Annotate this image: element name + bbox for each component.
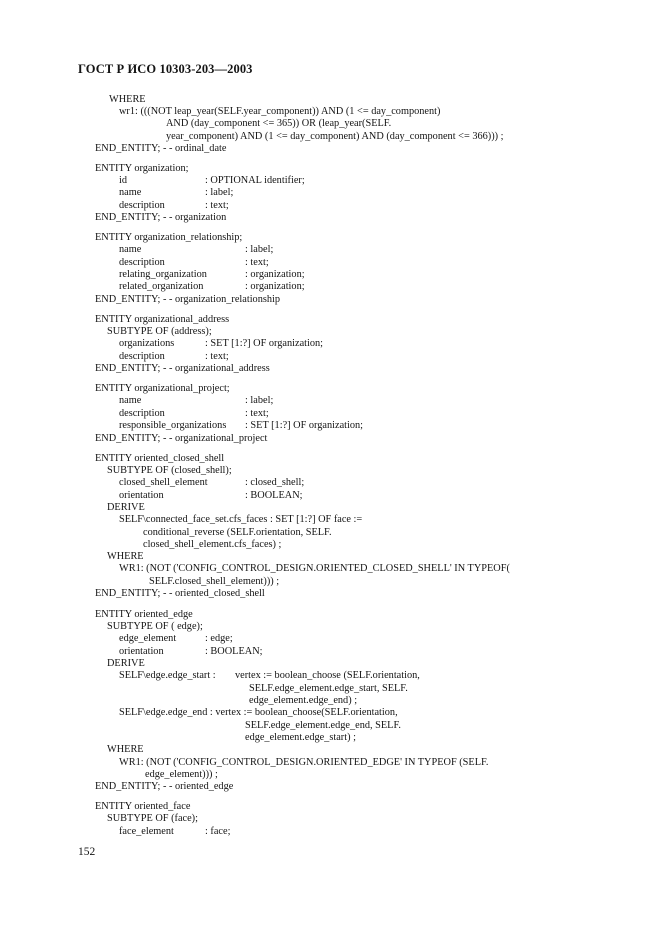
code-line: description (119, 351, 165, 362)
code-line: SELF.edge_element.edge_start, SELF. (249, 683, 408, 694)
code-line: closed_shell_element.cfs_faces) ; (143, 539, 282, 550)
code-line: id (119, 175, 128, 186)
code-line: ENTITY organization_relationship; (95, 232, 243, 243)
code-line: related_organization (119, 281, 204, 292)
code-line: ENTITY organizational_address (95, 314, 230, 325)
code-line: SUBTYPE OF (face); (107, 813, 198, 824)
code-line: ENTITY oriented_closed_shell (95, 453, 225, 464)
code-line: AND (day_component <= 365)) OR (leap_year(SELF. (166, 118, 392, 129)
code-line: SELF\edge.edge_start : (119, 670, 216, 681)
code-line: responsible_organizations (119, 420, 227, 431)
code-line: : label; (205, 187, 234, 198)
code-line: face_element (119, 826, 174, 837)
page-number: 152 (78, 846, 96, 858)
code-line: : organization; (245, 269, 305, 280)
code-line: : SET [1:?] OF organization; (205, 338, 324, 349)
code-line: name (119, 395, 142, 406)
code-line: DERIVE (107, 658, 145, 669)
code-line: SELF.edge_element.edge_end, SELF. (245, 720, 401, 731)
code-line: SUBTYPE OF (address); (107, 326, 212, 337)
code-line: WR1: (NOT ('CONFIG_CONTROL_DESIGN.ORIENTED_CLOSED_SHELL' IN TYPEOF( (119, 563, 510, 574)
code-line: ENTITY oriented_edge (95, 609, 193, 620)
code-line: orientation (119, 646, 164, 657)
code-line: SUBTYPE OF ( edge); (107, 621, 203, 632)
code-line: : closed_shell; (245, 477, 305, 488)
code-line: END_ENTITY; - - oriented_edge (95, 781, 234, 792)
code-line: END_ENTITY; - - organization_relationship (95, 294, 281, 305)
page-title: ГОСТ Р ИСО 10303-203—2003 (78, 62, 253, 76)
code-line: name (119, 244, 142, 255)
code-line: ENTITY oriented_face (95, 801, 191, 812)
code-line: closed_shell_element (119, 477, 208, 488)
code-line: organizations (119, 338, 175, 349)
code-line: : text; (205, 351, 229, 362)
code-line: edge_element (119, 633, 177, 644)
code-line: SELF.closed_shell_element))) ; (149, 576, 280, 587)
code-line: conditional_reverse (SELF.orientation, SELF. (143, 527, 332, 538)
code-line: : face; (205, 826, 231, 837)
code-line: END_ENTITY; - - ordinal_date (95, 143, 227, 154)
code-line: WHERE (107, 551, 144, 562)
code-line: END_ENTITY; - - organizational_project (95, 433, 268, 444)
code-line: description (119, 257, 165, 268)
code-line: description (119, 200, 165, 211)
code-line: END_ENTITY; - - organizational_address (95, 363, 270, 374)
code-line: name (119, 187, 142, 198)
code-line: wr1: (((NOT leap_year(SELF.year_component)) AND (1 <= day_component) (119, 106, 441, 117)
code-line: DERIVE (107, 502, 145, 513)
code-line: : label; (245, 244, 274, 255)
code-line: ENTITY organizational_project; (95, 383, 230, 394)
code-line: WHERE (109, 94, 146, 105)
code-line: : SET [1:?] OF organization; (245, 420, 364, 431)
code-line: orientation (119, 490, 164, 501)
code-line: END_ENTITY; - - oriented_closed_shell (95, 588, 265, 599)
code-line: : OPTIONAL identifier; (205, 175, 305, 186)
code-line: ENTITY organization; (95, 163, 189, 174)
code-line: year_component) AND (1 <= day_component) AND (day_component <= 366))) ; (166, 131, 504, 142)
code-line: END_ENTITY; - - organization (95, 212, 227, 223)
code-line: description (119, 408, 165, 419)
code-line: WHERE (107, 744, 144, 755)
code-line: : organization; (245, 281, 305, 292)
code-line: edge_element.edge_end) ; (249, 695, 358, 706)
code-line: : text; (245, 257, 269, 268)
code-line: : text; (205, 200, 229, 211)
code-line: edge_element))) ; (145, 769, 218, 780)
code-line: : label; (245, 395, 274, 406)
code-line: SUBTYPE OF (closed_shell); (107, 465, 232, 476)
code-line: SELF\connected_face_set.cfs_faces : SET [1:?] OF face := (119, 514, 363, 525)
code-line: : BOOLEAN; (245, 490, 303, 501)
code-line: WR1: (NOT ('CONFIG_CONTROL_DESIGN.ORIENTED_EDGE' IN TYPEOF (SELF. (119, 757, 489, 768)
code-line: : BOOLEAN; (205, 646, 263, 657)
code-line: relating_organization (119, 269, 207, 280)
code-line: edge_element.edge_start) ; (245, 732, 356, 743)
code-line: : text; (245, 408, 269, 419)
code-line: SELF\edge.edge_end : vertex := boolean_choose(SELF.orientation, (119, 707, 398, 718)
code-line: : edge; (205, 633, 233, 644)
code-line: vertex := boolean_choose (SELF.orientation, (235, 670, 420, 681)
